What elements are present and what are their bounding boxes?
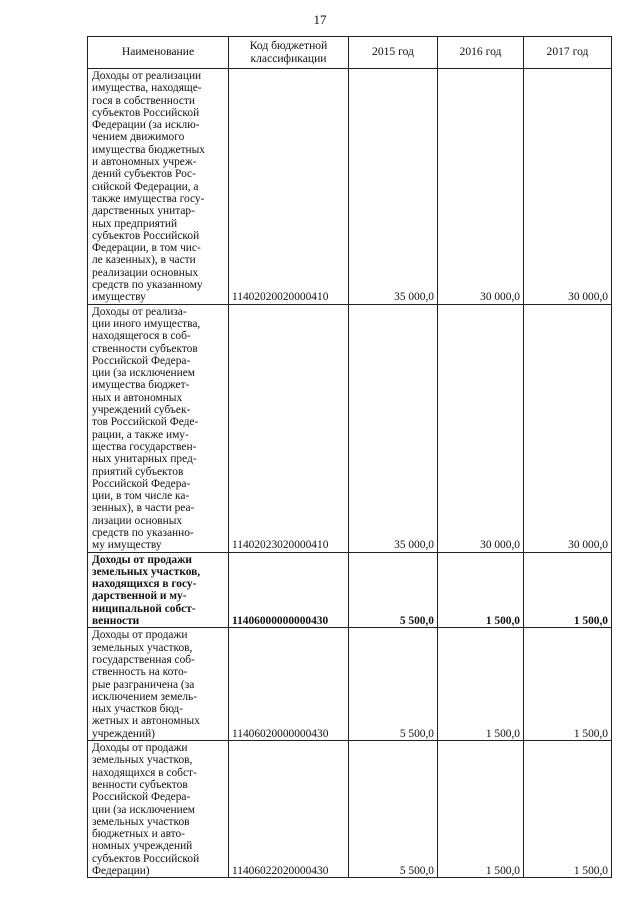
row-name-line: Доходы от продажи	[92, 553, 192, 566]
row-value-2017: 30 000,0	[524, 69, 612, 305]
row-value-2015: 35 000,0	[349, 304, 438, 552]
row-name-line: имущества бюджетных	[92, 143, 205, 156]
row-name-line: находящихся в госу-	[92, 578, 197, 591]
row-value-2015: 5 500,0	[349, 628, 438, 741]
row-name-line: ниципальной собст-	[92, 602, 196, 615]
row-name-line: земельных участков,	[92, 565, 201, 578]
row-name-line: Российской Федера-	[92, 791, 191, 804]
header-name: Наименование	[88, 37, 229, 69]
row-name-line: ственности субъектов	[92, 342, 198, 355]
row-name-line: Российской Федера-	[92, 354, 191, 367]
row-name-line: Доходы от продажи	[92, 629, 188, 642]
row-value-2017: 1 500,0	[524, 741, 612, 878]
row-name-line: и автономных учреж-	[92, 156, 197, 169]
table-row	[88, 628, 612, 741]
row-name-line: Доходы от реализации	[92, 70, 202, 82]
row-name	[88, 741, 229, 878]
row-name-line: ции иного имущества,	[92, 317, 201, 330]
row-name-line: имуществу	[92, 291, 146, 304]
row-value-2017: 1 500,0	[524, 628, 612, 741]
row-name-line: щества государствен-	[92, 440, 197, 453]
row-name-line: ции (за исключением	[92, 367, 196, 380]
row-name-line: находящегося в соб-	[92, 330, 191, 343]
row-name-line: ных участков бюд-	[92, 703, 183, 716]
row-name-line: бюджетных и авто-	[92, 828, 185, 841]
header-code: Код бюджетной классификации	[229, 37, 349, 69]
row-name-line: учреждений)	[92, 727, 155, 740]
table-row	[88, 741, 612, 878]
row-name-line: реализации основных	[92, 266, 199, 279]
row-name-line: гося в собственности	[92, 94, 195, 107]
row-value-2016: 30 000,0	[438, 304, 524, 552]
row-name-line: Федерации)	[92, 865, 150, 877]
row-value-2015: 5 500,0	[349, 552, 438, 628]
row-name-line: чением движимого	[92, 131, 185, 144]
row-name-line: ственность на кото-	[92, 666, 188, 679]
row-name-line: венности	[92, 615, 140, 628]
row-name-line: государственная соб-	[92, 653, 195, 666]
row-name-line: ле казенных), в части	[92, 254, 196, 267]
row-name-line: ных предприятий	[92, 217, 178, 230]
budget-table	[87, 36, 612, 878]
row-name-line: Федерации, в том чис-	[92, 242, 201, 255]
row-value-2015: 35 000,0	[349, 69, 438, 305]
row-name-line: субъектов Российской	[92, 852, 200, 865]
row-name-line: ции (за исключением	[92, 803, 196, 816]
row-name-line: также имущества госу-	[92, 192, 205, 205]
row-name-line: дарственной и му-	[92, 590, 187, 603]
row-value-2017: 30 000,0	[524, 304, 612, 552]
row-name	[88, 304, 229, 552]
row-value-2016: 1 500,0	[438, 552, 524, 628]
row-name	[88, 628, 229, 741]
row-code: 11406000000000430	[229, 552, 349, 628]
table-header-row	[88, 37, 612, 69]
header-2016: 2016 год	[438, 37, 524, 69]
row-name-line: субъектов Российской	[92, 229, 200, 242]
row-name-line: субъектов Российской	[92, 106, 200, 119]
row-name-line: средств по указанному	[92, 279, 203, 292]
row-name-line: жетных и автономных	[92, 715, 200, 728]
row-name-line: земельных участков,	[92, 641, 193, 654]
row-value-2015: 5 500,0	[349, 741, 438, 878]
row-name-line: средств по указанно-	[92, 526, 194, 539]
row-value-2016: 1 500,0	[438, 741, 524, 878]
row-name	[88, 69, 229, 305]
row-name-line: ных унитарных пред-	[92, 453, 197, 466]
row-name-line: учреждений субъек-	[92, 404, 191, 417]
table-row	[88, 304, 612, 552]
header-2015: 2015 год	[349, 37, 438, 69]
row-name-line: дений субъектов Рос-	[92, 168, 196, 181]
row-code: 11402020020000410	[229, 69, 349, 305]
row-name-line: земельных участков	[92, 815, 190, 828]
row-code: 11402023020000410	[229, 304, 349, 552]
row-value-2016: 30 000,0	[438, 69, 524, 305]
row-value-2016: 1 500,0	[438, 628, 524, 741]
row-name-line: тов Российской Феде-	[92, 416, 199, 429]
row-name-line: рые разграничена (за	[92, 678, 195, 691]
row-name-line: лизации основных	[92, 514, 183, 527]
row-name-line: Федерации (за исклю-	[92, 119, 200, 132]
row-code: 11406020000000430	[229, 628, 349, 741]
row-name-line: дарственных унитар-	[92, 205, 195, 218]
row-name-line: Доходы от продажи	[92, 742, 188, 755]
row-name-line: земельных участков,	[92, 754, 193, 767]
table-row	[88, 552, 612, 628]
row-name-line: исключением земель-	[92, 690, 198, 703]
row-name-line: венности субъектов	[92, 778, 188, 791]
page-number: 17	[313, 12, 327, 27]
row-name-line: сийской Федерации, а	[92, 180, 199, 193]
header-2017: 2017 год	[524, 37, 612, 69]
row-name-line: рации, а также иму-	[92, 428, 189, 441]
row-name-line: ции, в том числе ка-	[92, 490, 190, 503]
row-name-line: ных и автономных	[92, 391, 183, 404]
row-name-line: Доходы от реализа-	[92, 305, 187, 318]
row-value-2017: 1 500,0	[524, 552, 612, 628]
row-name-line: номных учреждений	[92, 840, 193, 853]
row-code: 11406022020000430	[229, 741, 349, 878]
row-name-line: Российской Федера-	[92, 477, 191, 490]
row-name-line: зенных), в части реа-	[92, 502, 195, 515]
row-name	[88, 552, 229, 628]
row-name-line: имущества бюджет-	[92, 379, 190, 392]
table-row	[88, 69, 612, 305]
row-name-line: приятий субъектов	[92, 465, 184, 478]
row-name-line: му имуществу	[92, 539, 162, 552]
row-name-line: имущества, находяще-	[92, 82, 202, 95]
row-name-line: находящихся в собст-	[92, 766, 197, 779]
